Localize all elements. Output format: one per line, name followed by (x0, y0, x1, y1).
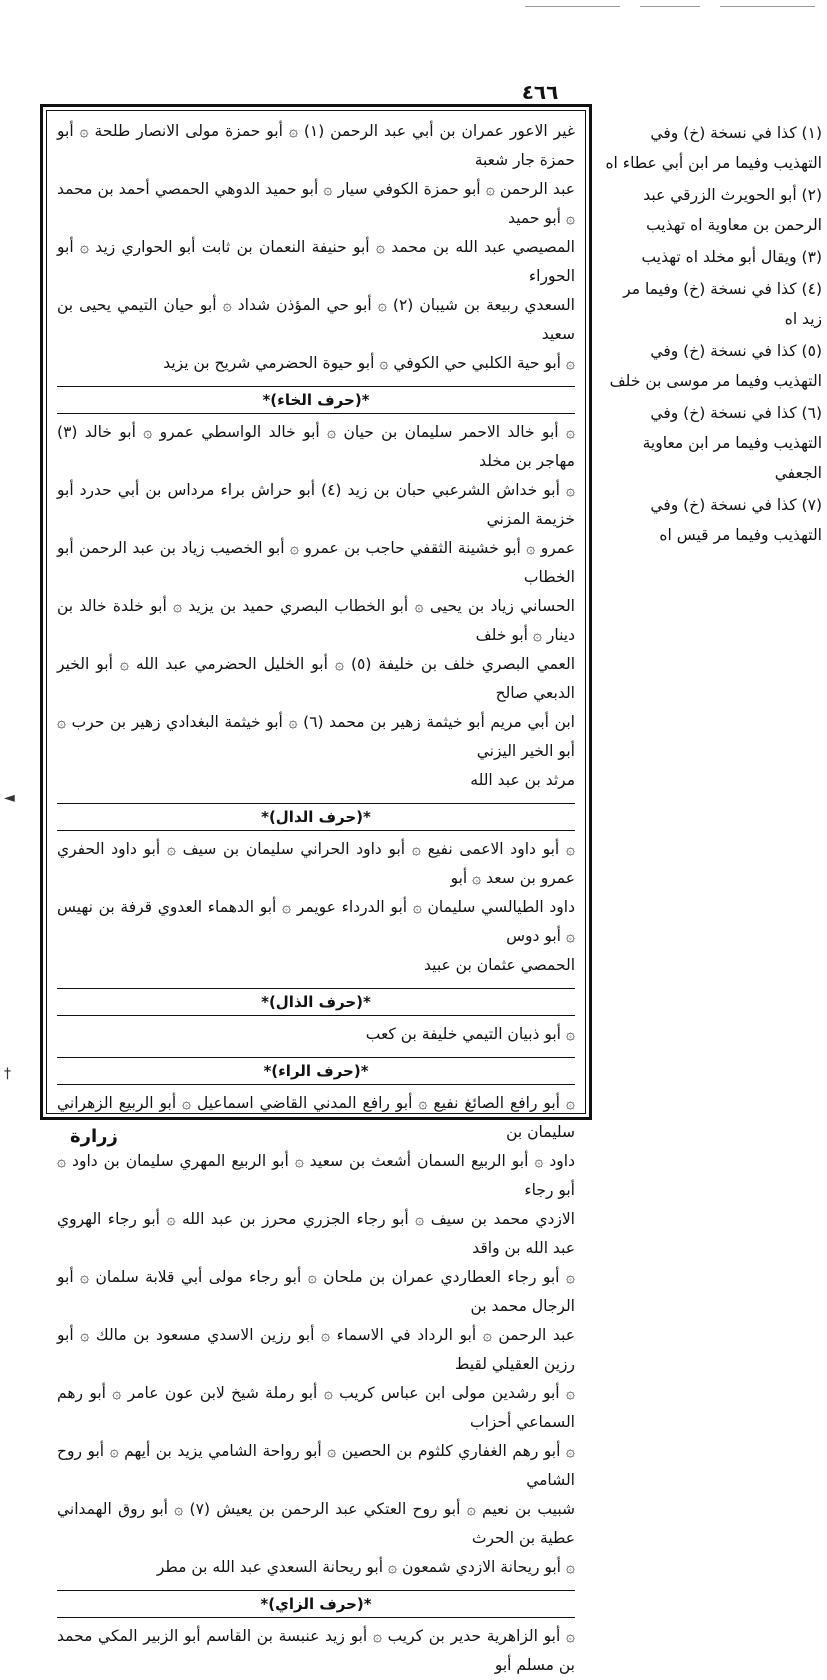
text-line: شبيب بن نعيم ۞ أبو روح العتكي عبد الرحمن بن يعيش (٧) ۞ أبو روق الهمداني عطية بن الحرث (57, 1500, 575, 1547)
text-line: عمرو ۞ أبو خشينة الثقفي حاجب بن عمرو ۞ أبو الخصيب زياد بن عبد الرحمن أبو الخطاب (57, 539, 575, 586)
footnote: (٣) ويقال أبو مخلد اه تهذيب (641, 248, 822, 266)
text-line: غير الاعور عمران بن أبي عبد الرحمن (١) ۞ أبو حمزة مولى الانصار طلحة ۞ أبو حمزة جار شعبة (57, 122, 575, 169)
scan-edge-line (640, 6, 700, 7)
section-body (57, 1622, 575, 1680)
margin-notes (604, 118, 822, 552)
text-line: ۞ أبو حية الكلبي حي الكوفي ۞ أبو حيوة الحضرمي شريح بن يزيد (163, 354, 575, 372)
catchword: زرارة (70, 1126, 118, 1147)
footnote: (٥) كذا في نسخة (خ) وفي التهذيب وفيما مر موسى بن خلف (609, 342, 822, 390)
section-header: *(حرف الخاء)* (57, 386, 575, 414)
text-line: المصيصي عبد الله بن محمد ۞ أبو حنيفة النعمان بن ثابت أبو الحواري زيد ۞ أبو الحوراء (57, 238, 575, 285)
section-body (57, 1020, 575, 1049)
text-line: داود الطيالسي سليمان ۞ أبو الدرداء عويمر ۞ أبو الدهماء العدوي قرفة بن نهيس ۞ أبو دوس (57, 898, 575, 945)
section-body (57, 418, 575, 795)
text-line: ۞ أبو خداش الشرعبي حبان بن زيد (٤) أبو حراش براء مرداس بن أبي حدرد أبو خزيمة المزني (57, 481, 575, 528)
text-line: ۞ أبو الزاهرية حدير بن كريب ۞ أبو زيد عنبسة بن القاسم أبو الزبير المكي محمد بن مسلم أبو (57, 1627, 575, 1674)
section-header: *(حرف الراء)* (57, 1057, 575, 1085)
text-line: العمي البصري خلف بن خليفة (٥) ۞ أبو الخليل الحضرمي عبد الله ۞ أبو الخير الدبعي صالح (57, 655, 575, 702)
footnote: (٢) أبو الحويرث الزرقي عبد الرحمن بن معاوية اه تهذيب (643, 186, 822, 234)
text-line: الحمصي عثمان بن عبيد (424, 956, 575, 974)
text-line: مرثد بن عبد الله (470, 771, 575, 789)
section-body (57, 117, 575, 378)
section-header: *(حرف الدال)* (57, 803, 575, 831)
text-line: السعدي ربيعة بن شيبان (٢) ۞ أبو حي المؤذن شداد ۞ أبو حيان التيمي يحيى بن سعيد (57, 296, 575, 343)
text-line: عبد الرحمن ۞ أبو الرداد في الاسماء ۞ أبو رزين الاسدي مسعود بن مالك ۞ أبو رزين العقيلي لقيط (57, 1326, 575, 1373)
text-line: ۞ أبو خالد الاحمر سليمان بن حيان ۞ أبو خالد الواسطي عمرو ۞ أبو خالد (٣) مهاجر بن مخلد (57, 423, 575, 470)
scan-edge-mark: † (4, 1066, 11, 1082)
text-line: ابن أبي مريم أبو خيثمة زهير بن محمد (٦) ۞ أبو خيثمة البغدادي زهير بن حرب ۞ أبو الخير اليزني (57, 713, 575, 760)
section-body (57, 835, 575, 980)
scan-edge-line (720, 6, 815, 7)
scan-edge-line (525, 6, 620, 7)
text-line: الحساني زياد بن يحيى ۞ أبو الخطاب البصري حميد بن يزيد ۞ أبو خلدة خالد بن دينار ۞ أبو خلف (57, 597, 575, 644)
text-line: داود ۞ أبو الربيع السمان أشعث بن سعيد ۞ أبو الربيع المهري سليمان بن داود ۞ أبو رجاء (57, 1152, 575, 1199)
scan-edge-mark: ◄ (4, 790, 15, 806)
footnote: (٤) كذا في نسخة (خ) وفيما مر زيد اه (623, 280, 822, 328)
footnote: (٦) كذا في نسخة (خ) وفي التهذيب وفيما مر ابن معاوية الجعفي (642, 404, 822, 482)
text-line: ۞ أبو رجاء العطاردي عمران بن ملحان ۞ أبو رجاء مولى أبي قلابة سلمان ۞ أبو الرجال محمد بن (57, 1268, 575, 1315)
section-header: *(حرف الزاي)* (57, 1590, 575, 1618)
text-line: ۞ أبو داود الاعمى نفيع ۞ أبو داود الحراني سليمان بن سيف ۞ أبو داود الحفري عمرو بن سعد ۞ أبو (57, 840, 575, 887)
text-line: عبد الرحمن ۞ أبو حمزة الكوفي سيار ۞ أبو حميد الدوهي الحمصي أحمد بن محمد ۞ أبو حميد (57, 180, 575, 227)
text-line: ۞ أبو رهم الغفاري كلثوم بن الحصين ۞ أبو رواحة الشامي يزيد بن أيهم ۞ أبو روح الشامي (57, 1442, 575, 1489)
footnote: (١) كذا في نسخة (خ) وفي التهذيب وفيما مر ابن أبي عطاء اه (605, 124, 822, 172)
text-line: الازدي محمد بن سيف ۞ أبو رجاء الجزري محرز بن عبد الله ۞ أبو رجاء الهروي عبد الله بن واقد (57, 1210, 575, 1257)
text-line: ۞ أبو ذبيان التيمي خليفة بن كعب (365, 1025, 575, 1043)
footnote: (٧) كذا في نسخة (خ) وفي التهذيب وفيما مر قيس اه (650, 496, 822, 544)
text-line: ۞ أبو ريحانة الازدي شمعون ۞ أبو ريحانة السعدي عبد الله بن مطر (156, 1558, 575, 1576)
text-line: ۞ أبو رشدين مولى ابن عباس كريب ۞ أبو رملة شيخ لابن عون عامر ۞ أبو رهم السماعي أحزاب (57, 1384, 575, 1431)
page-number: ٤٦٦ (521, 80, 559, 104)
text-line: ۞ أبو رافع الصائغ نفيع ۞ أبو رافع المدني القاضي اسماعيل ۞ أبو الربيع الزهراني سليمان بن (57, 1094, 575, 1141)
section-body (57, 1089, 575, 1582)
section-header: *(حرف الذال)* (57, 988, 575, 1016)
